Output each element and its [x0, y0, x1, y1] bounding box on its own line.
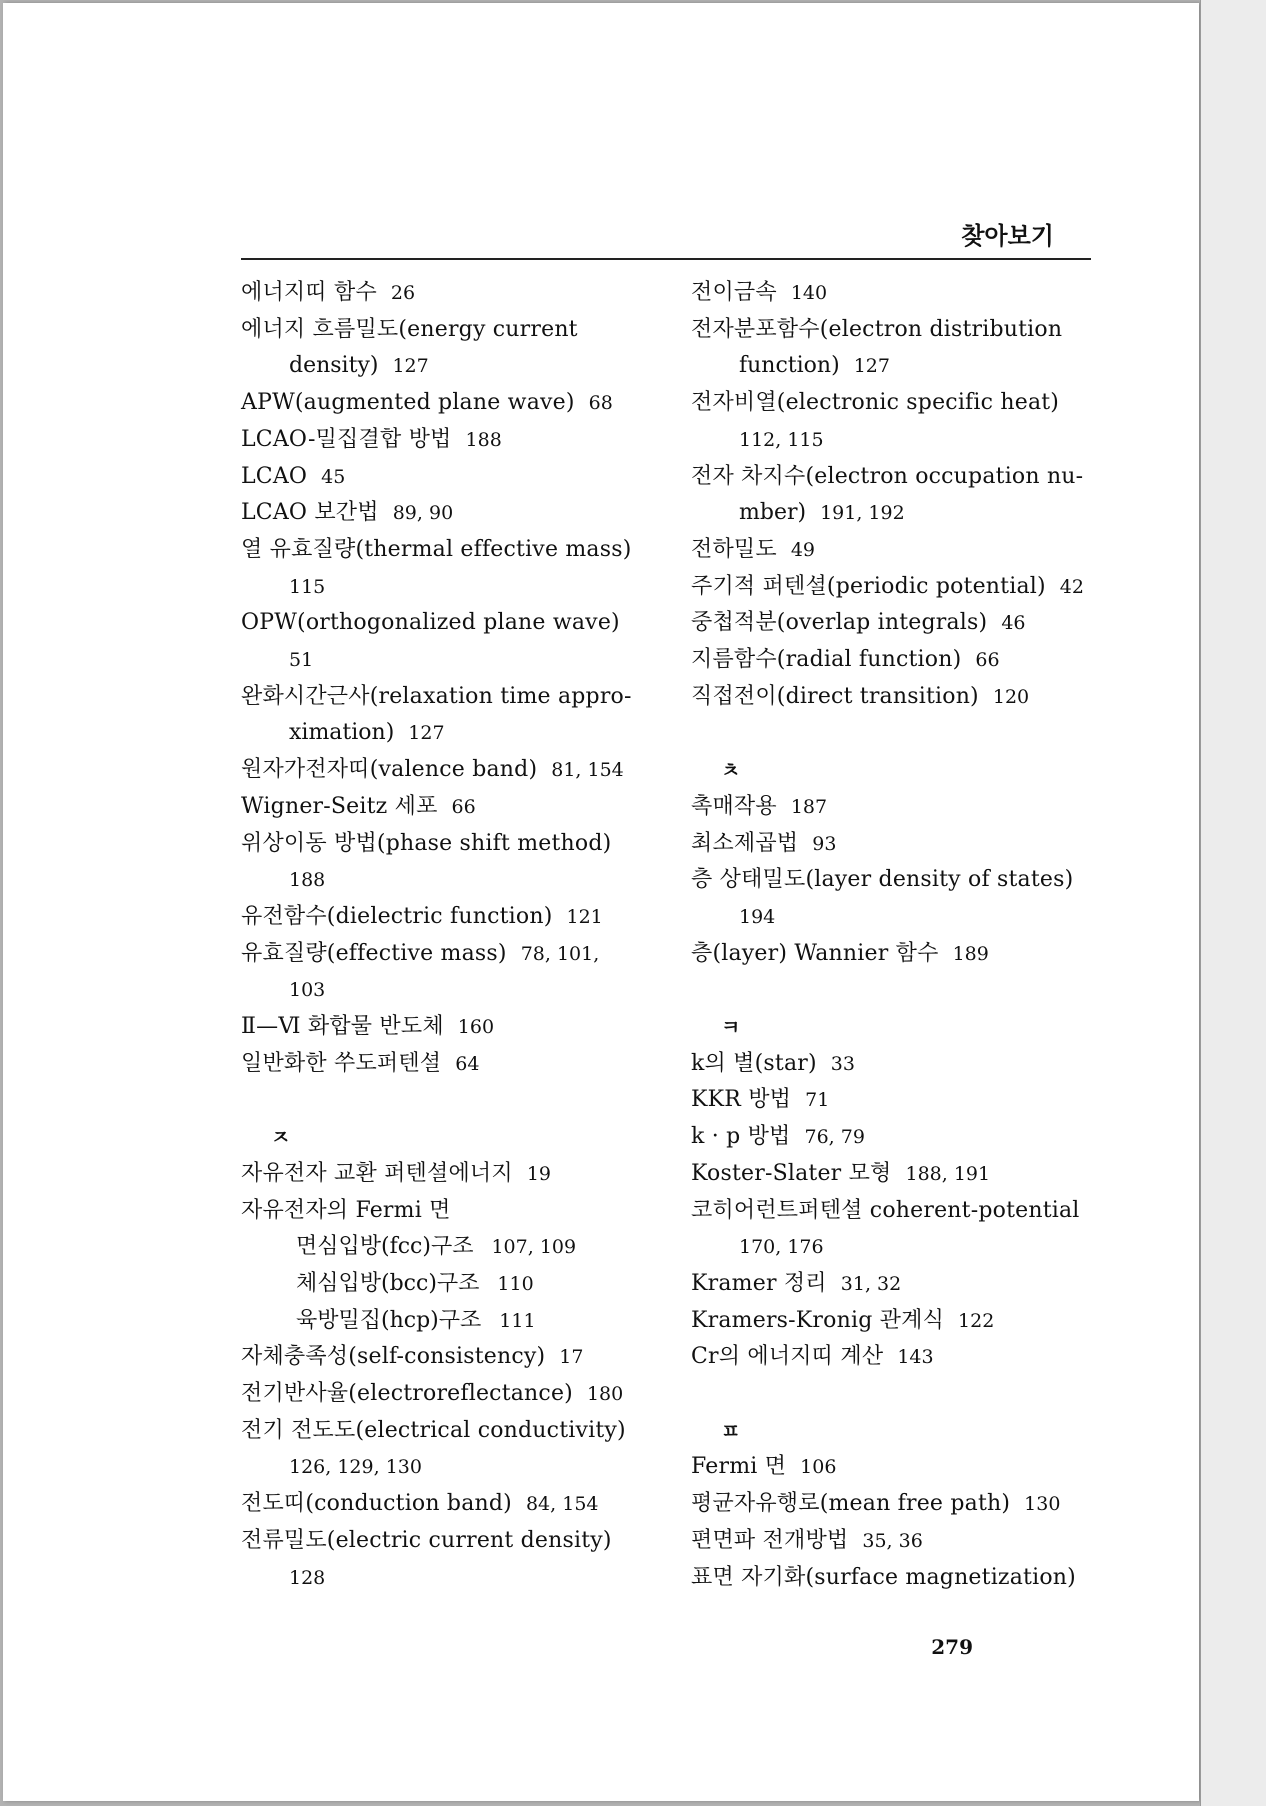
entry-pages: 121: [566, 905, 603, 928]
entry-term: 유전함수(dielectric function): [241, 903, 553, 929]
entry-pages: 31, 32: [840, 1272, 902, 1295]
index-entry: [241, 899, 661, 936]
index-entry: [241, 275, 661, 312]
section-letter: ㅍ: [721, 1418, 741, 1443]
entry-pages: 45: [321, 465, 346, 488]
entry-pages: 188: [465, 428, 502, 451]
index-entry: [241, 936, 661, 973]
entry-term: KKR 방법: [691, 1087, 792, 1113]
index-subentry: [241, 1229, 661, 1266]
entry-term: 층 상태밀도(layer density of states): [691, 867, 1074, 893]
index-entry: [241, 422, 661, 459]
index-entry: [241, 679, 661, 716]
entry-term: 유효질량(effective mass): [241, 940, 507, 966]
index-entry: [241, 789, 661, 826]
entry-term: density): [289, 353, 379, 379]
entry-pages: 128: [289, 1566, 326, 1589]
index-entry: [691, 1339, 1103, 1376]
entry-term: 전도띠(conduction band): [241, 1491, 512, 1517]
index-entry: [691, 1082, 1103, 1119]
index-entry: [691, 1486, 1103, 1523]
entry-term: 전기 전도도(electrical conductivity): [241, 1417, 626, 1443]
entry-term: Kramer 정리: [691, 1270, 827, 1296]
entry-pages: 68: [588, 392, 613, 415]
index-entry-continuation: [241, 348, 661, 385]
entry-term: 코히어런트퍼텐셜 coherent-potential: [691, 1197, 1080, 1223]
entry-term: 자유전자의 Fermi 면: [241, 1197, 451, 1223]
entry-pages: 19: [526, 1162, 551, 1185]
entry-pages: 189: [952, 942, 989, 965]
entry-pages: 71: [805, 1089, 830, 1112]
index-entry: [241, 1339, 661, 1376]
index-entry: [241, 532, 661, 569]
index-entry: [691, 826, 1103, 863]
entry-term: 직접전이(direct transition): [691, 683, 979, 709]
entry-term: 평균자유행로(mean free path): [691, 1491, 1011, 1517]
entry-term: 육방밀집(hcp)구조: [296, 1307, 482, 1333]
index-entry: [691, 1523, 1103, 1560]
entry-pages: 127: [392, 355, 429, 378]
entry-term: 완화시간근사(relaxation time appro-: [241, 683, 632, 709]
index-entry: [241, 385, 661, 422]
index-entry-continuation: [241, 862, 661, 899]
entry-pages: 84, 154: [525, 1493, 599, 1516]
entry-pages: 191, 192: [820, 502, 905, 525]
section-letter: ㅈ: [271, 1125, 291, 1150]
header-rule: [241, 258, 1091, 260]
entry-pages: 110: [497, 1272, 534, 1295]
entry-pages: 35, 36: [862, 1529, 923, 1552]
document-page: [3, 3, 1199, 1801]
entry-term: Cr의 에너지띠 계산: [691, 1344, 884, 1370]
entry-term: function): [739, 353, 840, 379]
entry-term: 위상이동 방법(phase shift method): [241, 830, 612, 856]
entry-term: 최소제곱법: [691, 830, 799, 856]
index-entry-continuation: [241, 715, 661, 752]
index-entry: [241, 752, 661, 789]
index-entry: [241, 495, 661, 532]
index-entry-continuation: [691, 495, 1103, 532]
entry-term: 전자비열(electronic specific heat): [691, 390, 1060, 416]
entry-pages: 126, 129, 130: [289, 1456, 422, 1479]
index-entry: [691, 862, 1103, 899]
index-entry: [241, 1193, 661, 1230]
entry-pages: 26: [390, 282, 416, 304]
entry-term: Koster-Slater 모형: [691, 1160, 892, 1186]
index-entry: [691, 1560, 1103, 1597]
index-entry: [241, 1523, 661, 1560]
entry-pages: 170, 176: [739, 1236, 824, 1259]
index-entry-continuation: [691, 348, 1103, 385]
entry-pages: 180: [586, 1383, 624, 1406]
entry-term: 전류밀도(electric current density): [241, 1527, 612, 1553]
index-entry: [241, 1376, 661, 1413]
entry-term: 전이금속: [691, 280, 777, 305]
index-entry-continuation: [691, 422, 1103, 459]
entry-term: 에너지 흐름밀도(energy current: [241, 316, 578, 342]
entry-pages: 33: [830, 1052, 855, 1075]
index-entry-continuation: [691, 1229, 1103, 1266]
index-entry-continuation: [241, 1560, 661, 1597]
entry-term: APW(augmented plane wave): [241, 390, 575, 416]
entry-pages: 188, 191: [905, 1162, 991, 1185]
entry-pages: 160: [457, 1016, 495, 1039]
entry-pages: 122: [958, 1309, 995, 1332]
entry-pages: 194: [739, 905, 776, 928]
entry-term: LCAO: [241, 463, 308, 489]
section-letter: ㅊ: [721, 758, 741, 783]
section-gap: [691, 972, 1103, 1009]
entry-term: 일반화한 쑤도퍼텐셜: [241, 1050, 442, 1076]
index-entry: [241, 1156, 661, 1193]
entry-pages: 115: [289, 575, 326, 598]
right-index-column: [691, 275, 1103, 1596]
index-entry-continuation: [241, 1449, 661, 1486]
entry-term: 지름함수(radial function): [691, 647, 962, 673]
entry-pages: 107, 109: [491, 1236, 577, 1259]
index-entry: [241, 1046, 661, 1083]
index-entry: [241, 1413, 661, 1450]
entry-term: OPW(orthogonalized plane wave): [241, 610, 620, 636]
entry-pages: 130: [1024, 1493, 1061, 1516]
entry-pages: 127: [853, 355, 890, 378]
entry-term: 층(layer) Wannier 함수: [691, 940, 939, 966]
entry-term: Wigner-Seitz 세포: [241, 793, 438, 819]
index-entry: [691, 679, 1103, 716]
entry-term: LCAO-밀집결합 방법: [241, 426, 452, 452]
entry-term: 원자가전자띠(valence band): [241, 757, 538, 783]
index-subentry: [241, 1303, 661, 1340]
entry-pages: 143: [897, 1346, 934, 1369]
entry-pages: 66: [975, 649, 1000, 672]
entry-pages: 17: [559, 1346, 584, 1369]
section-gap: [241, 1082, 661, 1119]
entry-pages: 120: [992, 685, 1030, 708]
entry-term: 주기적 퍼텐셜(periodic potential): [691, 573, 1046, 599]
index-entry: [691, 569, 1103, 606]
entry-pages: 89, 90: [392, 502, 454, 525]
section-gap: [691, 1376, 1103, 1413]
index-entry: [691, 312, 1103, 349]
entry-pages: 111: [499, 1309, 536, 1332]
entry-pages: 187: [790, 795, 828, 818]
entry-pages: 51: [289, 649, 314, 672]
index-entry-continuation: [691, 899, 1103, 936]
index-entry: [691, 1193, 1103, 1230]
index-entry: [691, 1449, 1103, 1486]
entry-pages: 64: [455, 1052, 480, 1075]
index-entry: [691, 936, 1103, 973]
index-entry: [241, 312, 661, 349]
index-entry: [691, 459, 1103, 496]
index-entry-continuation: [241, 569, 661, 606]
left-index-column: [241, 275, 661, 1596]
entry-pages: 78, 101,: [520, 942, 600, 965]
index-entry: [691, 642, 1103, 679]
entry-pages: 106: [800, 1456, 837, 1479]
entry-pages: 188: [289, 869, 326, 892]
entry-pages: 140: [790, 282, 828, 304]
running-head: 찾아보기: [961, 222, 1054, 250]
index-entry: [691, 1266, 1103, 1303]
entry-pages: 76, 79: [804, 1126, 865, 1149]
entry-term: 표면 자기화(surface magnetization): [691, 1564, 1076, 1590]
entry-term: Kramers-Kronig 관계식: [691, 1307, 945, 1333]
entry-term: 에너지띠 함수: [241, 280, 377, 305]
entry-term: 면심입방(fcc)구조: [296, 1234, 474, 1260]
index-entry: [691, 1046, 1103, 1083]
entry-pages: 103: [289, 979, 326, 1002]
index-entry: [241, 1486, 661, 1523]
index-entry: [691, 605, 1103, 642]
entry-term: 전기반사율(electroreflectance): [241, 1381, 573, 1407]
entry-term: Fermi 면: [691, 1454, 787, 1480]
entry-term: 편면파 전개방법: [691, 1527, 849, 1553]
index-entry: [691, 789, 1103, 826]
index-entry: [691, 1119, 1103, 1156]
index-entry-continuation: [241, 642, 661, 679]
index-entry-continuation: [241, 972, 661, 1009]
section-gap: [691, 715, 1103, 752]
entry-term: 체심입방(bcc)구조: [296, 1270, 480, 1296]
section-letter: ㅋ: [721, 1015, 741, 1040]
entry-term: 전자 차지수(electron occupation nu-: [691, 463, 1084, 489]
entry-term: Ⅱ—Ⅵ 화합물 반도체: [241, 1014, 444, 1040]
entry-term: 전하밀도: [691, 536, 777, 562]
entry-pages: 46: [1001, 612, 1026, 635]
index-entry: [691, 275, 1103, 312]
entry-term: 자유전자 교환 퍼텐셜에너지: [241, 1160, 513, 1186]
index-entry: [241, 605, 661, 642]
entry-term: 열 유효질량(thermal effective mass): [241, 536, 632, 562]
entry-term: 촉매작용: [691, 793, 777, 819]
index-entry: [691, 532, 1103, 569]
entry-term: ximation): [289, 720, 395, 746]
index-entry: [241, 1009, 661, 1046]
index-entry: [691, 1303, 1103, 1340]
viewer-scrollbar-track[interactable]: [1200, 0, 1266, 1806]
entry-pages: 127: [408, 722, 445, 745]
entry-term: LCAO 보간법: [241, 500, 379, 526]
entry-term: mber): [739, 500, 807, 526]
entry-term: 중첩적분(overlap integrals): [691, 610, 988, 636]
index-entry: [691, 1156, 1103, 1193]
entry-pages: 93: [812, 832, 837, 855]
entry-pages: 66: [451, 795, 476, 818]
entry-term: 전자분포함수(electron distribution: [691, 316, 1063, 342]
index-entry: [241, 826, 661, 863]
entry-pages: 81, 154: [551, 759, 624, 782]
index-entry: [691, 385, 1103, 422]
entry-term: k · p 방법: [691, 1124, 791, 1150]
page-number: 279: [931, 1635, 973, 1659]
index-subentry: [241, 1266, 661, 1303]
entry-term: 자체충족성(self-consistency): [241, 1344, 546, 1370]
index-entry: [241, 459, 661, 496]
entry-term: k의 별(star): [691, 1050, 817, 1076]
entry-pages: 112, 115: [739, 428, 824, 451]
entry-pages: 49: [790, 538, 815, 561]
entry-pages: 42: [1059, 575, 1084, 598]
